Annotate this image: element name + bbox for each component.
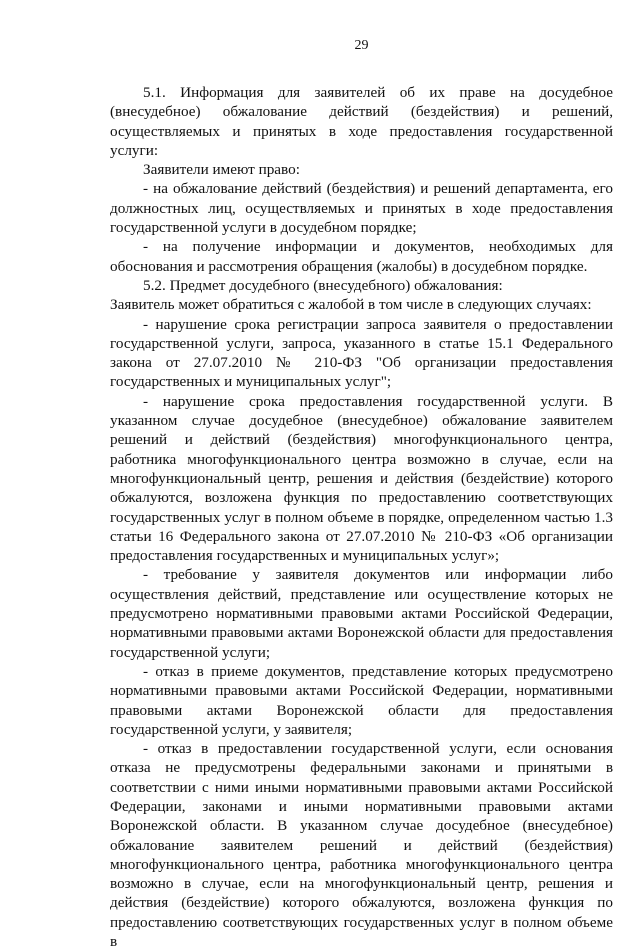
paragraph: - нарушение срока регистрации запроса заявителя о предоставлении государственной услуги, запроса, указанного в статье 15.1 Федерального закона от 27.07.2010 № 210-ФЗ "Об организации предоставления государственных и муниципальных услуг"; [110, 315, 613, 391]
document-body [110, 83, 613, 951]
paragraph: - на обжалование действий (бездействия) и решений департамента, его должностных лиц, осуществляемых и принятых в ходе предоставления государственной услуги в досудебном порядке; [110, 180, 613, 237]
paragraph: - нарушение срока предоставления государственной услуги. В указанном случае досудебное (внесудебное) обжалование заявителем решений и действий (бездействия) многофункционального центра, работника многофункционального центра возможно в случае, если на многофункциональный центр, решения и действия (бездействие) которого обжалуются, возложена функция по предоставлению соответствующих государственных услуг в полном объеме в порядке, определенном частью 1.3 статьи 16 Федерального закона от 27.07.2010 № 210-ФЗ «Об организации предоставления государственных и муниципальных услуг»; [110, 392, 613, 565]
paragraph: 5.2. Предмет досудебного (внесудебного) обжалования: [143, 276, 503, 294]
page-number: 29 [354, 38, 369, 53]
paragraph: - требование у заявителя документов или информации либо осуществления действий, представление или осуществление которых не предусмотрено нормативными правовыми актами Российской Федерации, нормативными правовыми актами Воронежской области для предоставления государственной услуги; [110, 566, 613, 661]
paragraph: - отказ в предоставлении государственной услуги, если основания отказа не предусмотрены федеральными законами и принятыми в соответствии с ними иными нормативными правовыми актами Российской Федерации, законами и иными нормативными правовыми актами Воронежской области. В указанном случае досудебное (внесудебное) обжалование заявителем решений и действий (бездействия) многофункционального центра, работника многофункционального центра возможно в случае, если на многофункциональный центр, решения и действия (бездействие) которого обжалуются, возложена функция по предоставлению соответствующих государственных услуг в полном объеме в [110, 740, 613, 951]
paragraph: Заявитель может обратиться с жалобой в том числе в следующих случаях: [110, 296, 592, 314]
paragraph: Заявители имеют право: [143, 161, 300, 179]
paragraph: 5.1. Информация для заявителей об их праве на досудебное (внесудебное) обжалование действий (бездействия) и решений, осуществляемых и принятых в ходе предоставления государственной услуги: [110, 84, 613, 159]
paragraph: - отказ в приеме документов, представление которых предусмотрено нормативными правовыми актами Российской Федерации, нормативными правовыми актами Воронежской области для предоставления государственной услуги, у заявителя; [110, 662, 613, 738]
paragraph: - на получение информации и документов, необходимых для обоснования и рассмотрения обращения (жалобы) в досудебном порядке. [110, 238, 613, 275]
